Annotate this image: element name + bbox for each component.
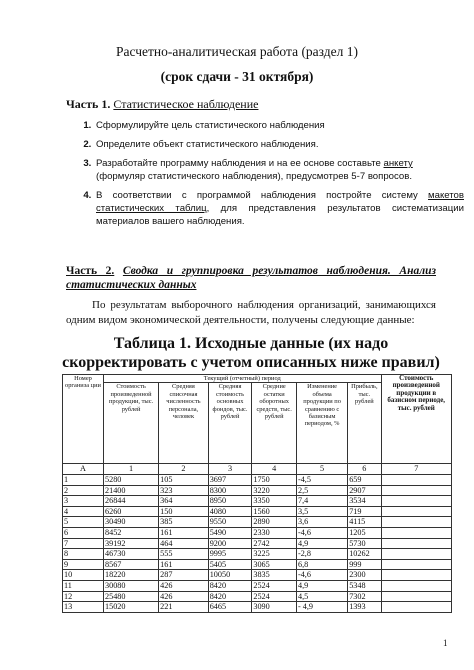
table-row xyxy=(63,591,452,602)
table-cell: 2,5 xyxy=(296,485,347,496)
table-cell: 2890 xyxy=(252,517,297,528)
task-text: , для представления результатов систематизации материалов вашего наблюдения. xyxy=(96,203,464,227)
table-cell xyxy=(381,602,452,613)
table-cell: 46730 xyxy=(104,549,159,560)
table-cell: 8300 xyxy=(208,485,252,496)
col-group-current-period: Текущий (отчетный) период xyxy=(104,375,382,383)
table-cell: 464 xyxy=(159,538,209,549)
table-row xyxy=(63,496,452,507)
table-cell: 4115 xyxy=(348,517,381,528)
table-cell: 3,6 xyxy=(296,517,347,528)
task-text: Определите объект статистического наблюдения. xyxy=(96,139,319,150)
col-output-value: Стоимость произведенной продукции, тыс. рублей xyxy=(104,383,159,464)
table-cell xyxy=(381,517,452,528)
table-cell: 999 xyxy=(348,559,381,570)
index-cell: 2 xyxy=(159,464,209,475)
table-cell: 26844 xyxy=(104,496,159,507)
table-cell: 8 xyxy=(63,549,104,560)
col-org-number: Номер организа ции xyxy=(63,375,104,464)
table-cell: 13 xyxy=(63,602,104,613)
table-row xyxy=(63,517,452,528)
table-cell: 5 xyxy=(63,517,104,528)
table-cell: 9 xyxy=(63,559,104,570)
table-cell: 7,4 xyxy=(296,496,347,507)
table-cell: 2907 xyxy=(348,485,381,496)
table-cell: 21400 xyxy=(104,485,159,496)
table-cell xyxy=(381,475,452,486)
index-cell: 4 xyxy=(252,464,297,475)
table-cell: 6465 xyxy=(208,602,252,613)
table-cell: 2330 xyxy=(252,527,297,538)
table-cell: - 4,9 xyxy=(296,602,347,613)
table-row xyxy=(63,602,452,613)
table-cell: 6260 xyxy=(104,506,159,517)
task-item xyxy=(94,138,464,151)
table-cell xyxy=(381,538,452,549)
table-cell: 2524 xyxy=(252,580,297,591)
table-cell: 5348 xyxy=(348,580,381,591)
task-text: (формуляр статистического наблюдения), предусмотрев 5-7 вопросов. xyxy=(96,171,413,182)
index-cell: А xyxy=(63,464,104,475)
task-item xyxy=(94,157,464,183)
source-data-table xyxy=(62,374,452,613)
table-cell: 1750 xyxy=(252,475,297,486)
table-cell: 10262 xyxy=(348,549,381,560)
table-cell xyxy=(381,591,452,602)
table-cell: 4 xyxy=(63,506,104,517)
task-list xyxy=(66,119,464,234)
deadline-line: (срок сдачи - 31 октября) xyxy=(160,69,314,84)
table-cell: 2524 xyxy=(252,591,297,602)
column-index-row xyxy=(63,464,452,475)
intro-paragraph: По результатам выборочного наблюдения организаций, занимающихся одним видом экономической деятельности, получены следующие данные: xyxy=(66,299,436,326)
index-cell: 3 xyxy=(208,464,252,475)
table-cell: 25480 xyxy=(104,591,159,602)
part2-title: Сводка и группировка результатов наблюдения. Анализ статистических данных xyxy=(66,265,437,291)
table-cell: 8452 xyxy=(104,527,159,538)
task-item xyxy=(94,119,464,132)
part2-label: Часть 2. xyxy=(66,265,115,277)
table-cell: 3,5 xyxy=(296,506,347,517)
table-cell: 4,5 xyxy=(296,591,347,602)
table-cell xyxy=(381,485,452,496)
table-cell: 6,8 xyxy=(296,559,347,570)
task-underlined-term: макетов статистических таблиц xyxy=(96,190,464,214)
table-cell: 3065 xyxy=(252,559,297,570)
table-row xyxy=(63,485,452,496)
table-cell: 4080 xyxy=(208,506,252,517)
table-row xyxy=(63,527,452,538)
table-cell: 11 xyxy=(63,580,104,591)
table-cell: -4,5 xyxy=(296,475,347,486)
table-cell: 1560 xyxy=(252,506,297,517)
table-cell: 3350 xyxy=(252,496,297,507)
task-text: Разработайте программу наблюдения и на ее основе составьте xyxy=(96,158,384,169)
table-cell: 18220 xyxy=(104,570,159,581)
table-cell: 6 xyxy=(63,527,104,538)
col-base-period-output: Стоимость произведенной продукции в базисном периоде, тыс. рублей xyxy=(381,375,452,464)
table-cell xyxy=(381,580,452,591)
table-cell: -2,8 xyxy=(296,549,347,560)
table-cell: 2300 xyxy=(348,570,381,581)
table-cell: 7302 xyxy=(348,591,381,602)
table-cell: 150 xyxy=(159,506,209,517)
table-cell: 3 xyxy=(63,496,104,507)
table-cell: 30490 xyxy=(104,517,159,528)
table-cell: 4,9 xyxy=(296,538,347,549)
part1-name: Статистическое наблюдение xyxy=(113,97,259,111)
table-cell xyxy=(381,496,452,507)
table-cell: -4,6 xyxy=(296,570,347,581)
index-cell: 7 xyxy=(381,464,452,475)
table-cell: 8567 xyxy=(104,559,159,570)
table-cell: 161 xyxy=(159,527,209,538)
table-cell: 5490 xyxy=(208,527,252,538)
table-row xyxy=(63,580,452,591)
table-cell: 221 xyxy=(159,602,209,613)
table-cell: 9995 xyxy=(208,549,252,560)
table-cell xyxy=(381,570,452,581)
table-cell: 3835 xyxy=(252,570,297,581)
table-cell: 426 xyxy=(159,591,209,602)
index-cell: 1 xyxy=(104,464,159,475)
table-cell: 12 xyxy=(63,591,104,602)
table-cell xyxy=(381,549,452,560)
table-cell: 7 xyxy=(63,538,104,549)
part1-label: Часть 1. xyxy=(66,97,111,111)
table-row xyxy=(63,549,452,560)
table-row xyxy=(63,570,452,581)
table-cell: 426 xyxy=(159,580,209,591)
table-cell: 39192 xyxy=(104,538,159,549)
table-cell: 5405 xyxy=(208,559,252,570)
table-cell: -4,6 xyxy=(296,527,347,538)
table-cell: 1393 xyxy=(348,602,381,613)
table-cell: 3225 xyxy=(252,549,297,560)
table-cell: 10050 xyxy=(208,570,252,581)
task-item xyxy=(94,189,464,228)
table-cell xyxy=(381,527,452,538)
task-text: Сформулируйте цель статистического наблюдения xyxy=(96,120,325,131)
col-working-capital: Средние остатки оборотных средств, тыс. рублей xyxy=(252,383,297,464)
table-cell: 3697 xyxy=(208,475,252,486)
index-cell: 6 xyxy=(348,464,381,475)
table-cell: 161 xyxy=(159,559,209,570)
table-cell: 1 xyxy=(63,475,104,486)
table-cell: 9550 xyxy=(208,517,252,528)
page-number: 1 xyxy=(443,638,448,648)
table-cell: 2742 xyxy=(252,538,297,549)
table-cell: 364 xyxy=(159,496,209,507)
table-cell: 30080 xyxy=(104,580,159,591)
col-profit: Прибыль, тыс. рублей xyxy=(348,383,381,464)
col-output-change: Изменение объема продукции по сравнению с базисным периодом, % xyxy=(296,383,347,464)
table-body xyxy=(63,464,452,612)
table-cell: 659 xyxy=(348,475,381,486)
table-cell: 5280 xyxy=(104,475,159,486)
col-fixed-assets: Средняя стоимость основных фондов, тыс. рублей xyxy=(208,383,252,464)
table-cell: 4,9 xyxy=(296,580,347,591)
col-headcount: Средняя списочная численность персонала, человек xyxy=(159,383,209,464)
table-cell: 1205 xyxy=(348,527,381,538)
table-cell: 15020 xyxy=(104,602,159,613)
table-cell: 719 xyxy=(348,506,381,517)
table-cell: 2 xyxy=(63,485,104,496)
table-row xyxy=(63,538,452,549)
table-cell: 8420 xyxy=(208,591,252,602)
document-title: Расчетно-аналитическая работа (раздел 1) xyxy=(116,44,358,59)
table-cell: 8950 xyxy=(208,496,252,507)
table-cell: 105 xyxy=(159,475,209,486)
table-cell: 555 xyxy=(159,549,209,560)
table-cell: 3534 xyxy=(348,496,381,507)
table-cell: 5730 xyxy=(348,538,381,549)
table-cell: 9200 xyxy=(208,538,252,549)
table-row xyxy=(63,559,452,570)
task-text: В соответствии с программой наблюдения постройте систему xyxy=(96,190,429,201)
table-cell: 3220 xyxy=(252,485,297,496)
table-cell: 3090 xyxy=(252,602,297,613)
task-underlined-term: анкету xyxy=(383,158,413,169)
part1-heading xyxy=(66,97,258,112)
table-cell xyxy=(381,506,452,517)
table-cell: 385 xyxy=(159,517,209,528)
part2-heading xyxy=(66,264,436,292)
table-title: Таблица 1. Исходные данные (их надо скорректировать с учетом описанных ниже правил) xyxy=(62,335,440,371)
table-cell: 323 xyxy=(159,485,209,496)
table-cell: 287 xyxy=(159,570,209,581)
index-cell: 5 xyxy=(296,464,347,475)
table-cell: 8420 xyxy=(208,580,252,591)
table-cell xyxy=(381,559,452,570)
table-row xyxy=(63,506,452,517)
table-row xyxy=(63,475,452,486)
table-cell: 10 xyxy=(63,570,104,581)
